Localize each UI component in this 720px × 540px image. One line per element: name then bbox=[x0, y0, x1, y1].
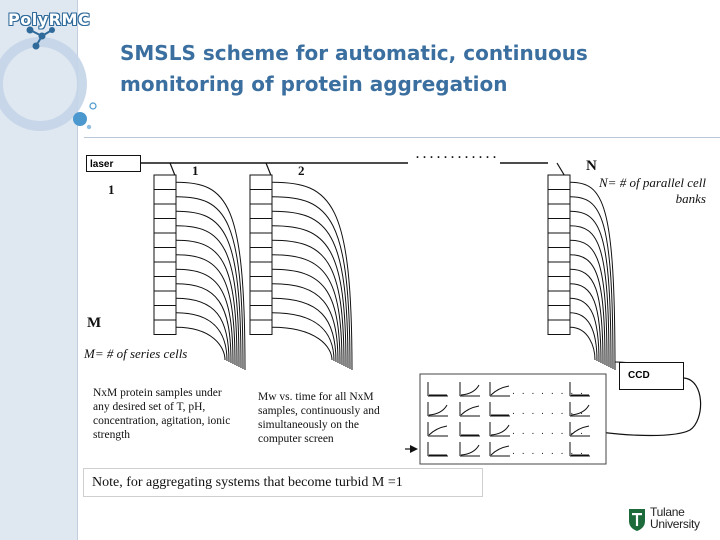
samples-line-4: strength bbox=[93, 429, 131, 441]
bank-1-cell bbox=[154, 277, 176, 292]
bank-1-cell bbox=[154, 175, 176, 190]
title-line-2: monitoring of protein aggregation bbox=[120, 72, 508, 96]
n-caption-line-1: N= # of parallel cell bbox=[599, 175, 706, 190]
bank-n-fiber bbox=[570, 327, 595, 360]
bank-2-cell bbox=[250, 248, 272, 263]
bank-1-cell bbox=[154, 233, 176, 248]
tulane-line-1: Tulane bbox=[650, 505, 685, 519]
bank-2-cell bbox=[250, 277, 272, 292]
bank-n-fiber bbox=[570, 240, 607, 366]
title-line-1: SMSLS scheme for automatic, continuous bbox=[120, 41, 588, 65]
mini-plot-ellipsis: . . . . . . . . bbox=[512, 427, 585, 437]
bank-2-fiber bbox=[272, 327, 332, 360]
monitor-line-4: computer screen bbox=[258, 433, 334, 445]
bank-n-cell bbox=[548, 262, 570, 277]
bank-n-cell bbox=[548, 320, 570, 335]
bank-label-2: 2 bbox=[298, 163, 305, 178]
bank-label-1: 1 bbox=[192, 163, 199, 178]
bank-n-cell bbox=[548, 277, 570, 292]
bank-1-cell bbox=[154, 306, 176, 321]
tulane-university bbox=[650, 506, 700, 530]
bank-n-cell bbox=[548, 291, 570, 306]
bank-2-cell bbox=[250, 204, 272, 219]
ccd-box: CCD bbox=[619, 362, 684, 390]
bank-n-fiber bbox=[570, 255, 605, 365]
laser-box: laser bbox=[86, 155, 141, 172]
bank-2-fiber bbox=[272, 298, 336, 362]
samples-line-2: any desired set of T, pH, bbox=[93, 401, 206, 413]
monitor-line-2: samples, continuously and bbox=[258, 405, 380, 417]
bank-2-cell bbox=[250, 262, 272, 277]
bank-1-cell bbox=[154, 248, 176, 263]
n-caption-line-2: banks bbox=[675, 191, 706, 206]
bank-2-cell bbox=[250, 306, 272, 321]
bank-2-cell bbox=[250, 291, 272, 306]
bank-2-cell bbox=[250, 219, 272, 234]
samples-text bbox=[93, 386, 230, 442]
turbid-note: Note, for aggregating systems that become turbid M =1 bbox=[83, 468, 483, 497]
bank-2-fiber bbox=[272, 240, 344, 366]
m-caption: M= # of series cells bbox=[84, 346, 188, 361]
monitor-line-1: Mw vs. time for all NxM bbox=[258, 391, 374, 403]
samples-line-3: concentration, agitation, ionic bbox=[93, 415, 231, 427]
bank-2-cell bbox=[250, 320, 272, 335]
mini-plot-ellipsis: . . . . . . . . bbox=[512, 407, 585, 417]
n-caption bbox=[566, 175, 706, 207]
bank-n-cell bbox=[548, 248, 570, 263]
bank-n-cell bbox=[548, 233, 570, 248]
bank-n-fiber bbox=[570, 313, 597, 361]
samples-line-1: NxM protein samples under bbox=[93, 387, 222, 399]
bank-2-fiber bbox=[272, 182, 352, 370]
tulane-shield-icon bbox=[628, 508, 646, 532]
bank-2-fiber bbox=[272, 313, 334, 361]
bank-2-cell bbox=[250, 233, 272, 248]
bank-1-cell bbox=[154, 262, 176, 277]
bank-2-fiber bbox=[272, 255, 342, 365]
bank-2-cell bbox=[250, 175, 272, 190]
series-label-m: M bbox=[87, 315, 102, 331]
polyrmc-logo: PolyRMC bbox=[8, 10, 91, 29]
tulane-line-2: University bbox=[650, 517, 700, 531]
mini-plot-ellipsis: . . . . . . . . bbox=[512, 387, 585, 397]
bank-n-cell bbox=[548, 219, 570, 234]
bank-1-cell bbox=[154, 219, 176, 234]
monitor-line-3: simultaneously on the bbox=[258, 419, 359, 431]
dotted-ellipsis-top: . . . . . . . . . . . . bbox=[416, 147, 497, 161]
series-label-1: 1 bbox=[108, 182, 115, 197]
bank-2-fiber bbox=[272, 284, 338, 363]
arrowhead-icon bbox=[410, 445, 418, 453]
bank-label-n: N bbox=[586, 158, 597, 174]
bank-1-cell bbox=[154, 204, 176, 219]
bank-1-cell bbox=[154, 320, 176, 335]
mini-plot-ellipsis: . . . . . . . . bbox=[512, 447, 585, 457]
bank-n-cell bbox=[548, 306, 570, 321]
monitor-text bbox=[258, 390, 380, 446]
bank-2-cell bbox=[250, 190, 272, 205]
bank-1-cell bbox=[154, 190, 176, 205]
bank-1-cell bbox=[154, 291, 176, 306]
